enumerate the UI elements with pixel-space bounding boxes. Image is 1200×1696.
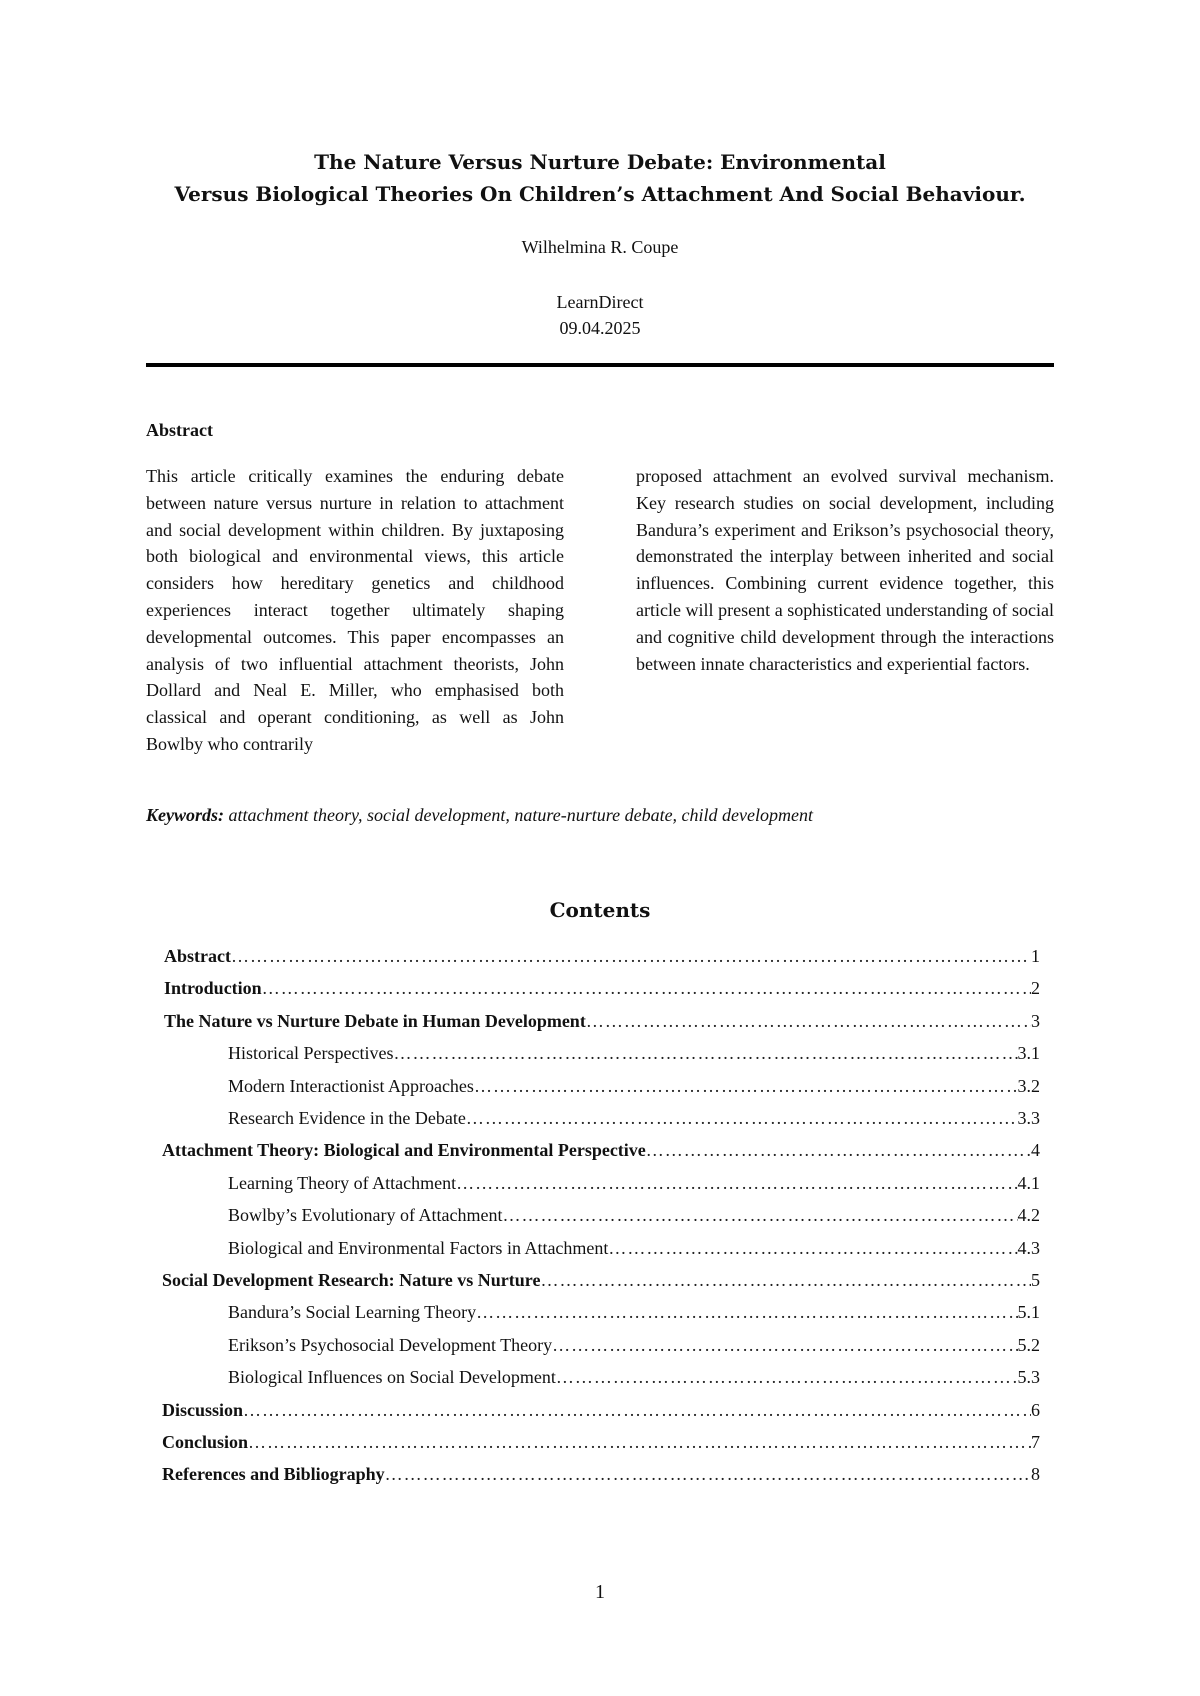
toc-entry-page: 4 [1031, 1140, 1040, 1160]
toc-entry-label: The Nature vs Nurture Debate in Human Development [164, 1011, 586, 1031]
toc-leader-dots [231, 944, 1031, 968]
toc-entry-page: 5.1 [1017, 1302, 1040, 1322]
toc-leader-dots [476, 1300, 1017, 1324]
toc-entry-page: 3.1 [1017, 1043, 1040, 1063]
toc-entry-label: Research Evidence in the Debate [228, 1108, 466, 1128]
toc-leader-dots [466, 1106, 1018, 1130]
toc-entry-page: 4.3 [1017, 1238, 1040, 1258]
toc-entry-label: Attachment Theory: Biological and Environmental Perspective [162, 1140, 646, 1160]
toc-entry[interactable] [162, 1268, 1040, 1292]
abstract-heading: Abstract [146, 420, 213, 440]
toc-entry-page: 3.3 [1017, 1108, 1040, 1128]
toc-entry-label: Discussion [162, 1400, 244, 1420]
toc-entry[interactable] [228, 1300, 1040, 1324]
toc-entry-page: 1 [1031, 946, 1040, 966]
toc-leader-dots [540, 1268, 1031, 1292]
toc-leader-dots [502, 1203, 1017, 1227]
author-name: Wilhelmina R. Coupe [521, 237, 679, 257]
toc-entry[interactable] [228, 1203, 1040, 1227]
toc-entry-label: Biological and Environmental Factors in Attachment [228, 1238, 609, 1258]
toc-leader-dots [556, 1365, 1018, 1389]
toc-leader-dots [262, 976, 1031, 1000]
toc-entry-page: 5.3 [1017, 1367, 1040, 1387]
toc-leader-dots [393, 1041, 1017, 1065]
abstract-column-left: This article critically examines the enduring debate between nature versus nurture in relation to attachment and social development within children. By juxtaposing both biological and environmental views, this article considers how hereditary genetics and childhood experiences interact together ultimately shaping developmental outcomes. This paper encompasses an analysis of two influential attachment theorists, John Dollard and Neal E. Miller, who emphasised both classical and operant conditioning, as well as John Bowlby who contrarily [146, 466, 564, 754]
toc-entry-page: 4.2 [1017, 1205, 1040, 1225]
toc-entry-page: 3.2 [1017, 1076, 1040, 1096]
toc-leader-dots [586, 1009, 1031, 1033]
title-line-1: The Nature Versus Nurture Debate: Environmental [314, 150, 886, 174]
keywords-label: Keywords: [146, 805, 224, 825]
toc-leader-dots [456, 1171, 1017, 1195]
toc-entry[interactable] [164, 944, 1040, 968]
toc-entry[interactable] [164, 976, 1040, 1000]
toc-leader-dots [474, 1074, 1018, 1098]
toc-entry-label: Bowlby’s Evolutionary of Attachment [228, 1205, 503, 1225]
toc-entry-page: 5 [1031, 1270, 1040, 1290]
toc-entry-label: Bandura’s Social Learning Theory [228, 1302, 477, 1322]
toc-entry-page: 5.2 [1017, 1335, 1040, 1355]
toc-entry[interactable] [162, 1138, 1040, 1162]
toc-leader-dots [646, 1138, 1031, 1162]
toc-entry[interactable] [228, 1365, 1040, 1389]
toc-entry-label: References and Bibliography [162, 1464, 385, 1484]
toc-entry-page: 2 [1031, 978, 1040, 998]
toc-entry[interactable] [164, 1009, 1040, 1033]
toc-leader-dots [243, 1398, 1031, 1422]
toc-entry-page: 7 [1031, 1432, 1040, 1452]
toc-entry-label: Modern Interactionist Approaches [228, 1076, 474, 1096]
toc-entry[interactable] [162, 1462, 1040, 1486]
publication-date: 09.04.2025 [559, 318, 641, 338]
document-title [146, 146, 1054, 210]
toc-leader-dots [248, 1430, 1031, 1454]
toc-entry-label: Introduction [164, 978, 262, 998]
toc-entry[interactable] [162, 1398, 1040, 1422]
toc-entry[interactable] [228, 1236, 1040, 1260]
toc-leader-dots [608, 1236, 1017, 1260]
toc-entry-page: 3 [1031, 1011, 1040, 1031]
toc-entry-label: Erikson’s Psychosocial Development Theory [228, 1335, 553, 1355]
toc-entry-label: Conclusion [162, 1432, 249, 1452]
toc-entry-page: 4.1 [1017, 1173, 1040, 1193]
toc-entry-label: Biological Influences on Social Development [228, 1367, 556, 1387]
toc-leader-dots [552, 1333, 1017, 1357]
toc-entry-label: Historical Perspectives [228, 1043, 394, 1063]
toc-entry-page: 6 [1031, 1400, 1040, 1420]
toc-entry[interactable] [162, 1430, 1040, 1454]
toc-entry[interactable] [228, 1074, 1040, 1098]
header-divider [146, 363, 1054, 367]
toc-entry[interactable] [228, 1171, 1040, 1195]
keywords-text: attachment theory, social development, nature-nurture debate, child development [224, 805, 814, 825]
toc-entry-label: Abstract [164, 946, 231, 966]
title-line-2: Versus Biological Theories On Children’s Attachment And Social Behaviour. [174, 182, 1026, 206]
page-number: 1 [595, 1581, 605, 1603]
toc-entry-page: 8 [1031, 1464, 1040, 1484]
toc-entry[interactable] [228, 1106, 1040, 1130]
toc-entry-label: Social Development Research: Nature vs Nurture [162, 1270, 541, 1290]
toc-leader-dots [385, 1462, 1031, 1486]
toc-entry-label: Learning Theory of Attachment [228, 1173, 457, 1193]
contents-heading: Contents [549, 898, 651, 922]
affiliation-block [146, 289, 1054, 341]
abstract-column-right: proposed attachment an evolved survival mechanism. Key research studies on social development, including Bandura’s experiment and Erikson’s psychosocial theory, demonstrated the interplay between inherited and social influences. Combining current evidence together, this article will present a sophisticated understanding of social and cognitive child development through the interactions between innate characteristics and experiential factors. [636, 466, 1054, 674]
toc-entry[interactable] [228, 1041, 1040, 1065]
toc-entry[interactable] [228, 1333, 1040, 1357]
keywords-line [146, 803, 813, 827]
organization-name: LearnDirect [556, 292, 644, 312]
